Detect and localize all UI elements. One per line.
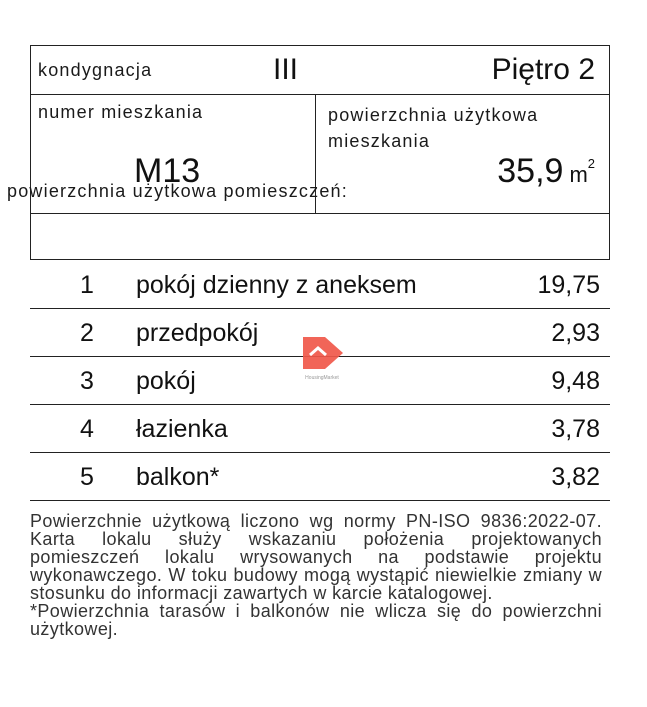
room-name: pokój dzienny z aneksem — [136, 271, 417, 299]
area-unit-base: m — [569, 162, 588, 187]
room-name: pokój — [136, 367, 196, 395]
room-area: 19,75 — [537, 271, 600, 299]
apartment-area — [497, 152, 595, 191]
room-area: 3,82 — [551, 463, 600, 491]
room-number: 3 — [80, 367, 94, 395]
floor-value: Piętro 2 — [491, 53, 595, 86]
table-row — [30, 261, 610, 309]
disclaimer-note — [30, 512, 602, 638]
apartment-number-label: numer mieszkania — [38, 102, 204, 122]
room-number: 4 — [80, 415, 94, 443]
logo-text: HousingMarket — [305, 375, 339, 381]
apartment-card — [30, 45, 610, 260]
disclaimer-paragraph: Powierzchnie użytkową liczono wg normy PN-ISO 9836:2022-07. Karta lokalu służy wskazaniu położenia projektowanych pomieszczeń lokalu wrysowanych na podstawie projektu wykonawczego. W toku budowy mogą wystąpić niewielkie zmiany w stosunku do informacji zawartych w karcie katalogowej. — [30, 511, 602, 603]
apartment-area-cell — [316, 94, 609, 213]
housingmarket-logo — [296, 333, 348, 391]
apartment-area-unit — [569, 155, 595, 187]
room-name: balkon* — [136, 463, 220, 491]
apartment-number: M13 — [134, 152, 201, 190]
balcony-footnote: *Powierzchnia tarasów i balkonów nie wlicza się do powierzchni użytkowej. — [30, 601, 602, 639]
apartment-area-label-line2: mieszkania — [328, 131, 431, 151]
table-row — [30, 453, 610, 501]
room-number: 2 — [80, 319, 94, 347]
apartment-area-label — [328, 102, 538, 154]
room-area: 9,48 — [551, 367, 600, 395]
level-row — [31, 46, 609, 95]
room-area: 2,93 — [551, 319, 600, 347]
rooms-label: powierzchnia użytkowa pomieszczeń: — [7, 181, 348, 201]
table-row — [30, 405, 610, 453]
apartment-area-label-line1: powierzchnia użytkowa — [328, 105, 539, 125]
house-tag-icon — [296, 333, 348, 373]
room-number: 1 — [80, 271, 94, 299]
room-name: łazienka — [136, 415, 228, 443]
room-number: 5 — [80, 463, 94, 491]
apartment-area-value: 35,9 — [497, 152, 564, 190]
room-name: przedpokój — [136, 319, 259, 347]
room-area: 3,78 — [551, 415, 600, 443]
level-value: III — [273, 53, 299, 86]
area-unit-exponent: 2 — [587, 155, 595, 171]
level-label: kondygnacja — [38, 60, 153, 80]
